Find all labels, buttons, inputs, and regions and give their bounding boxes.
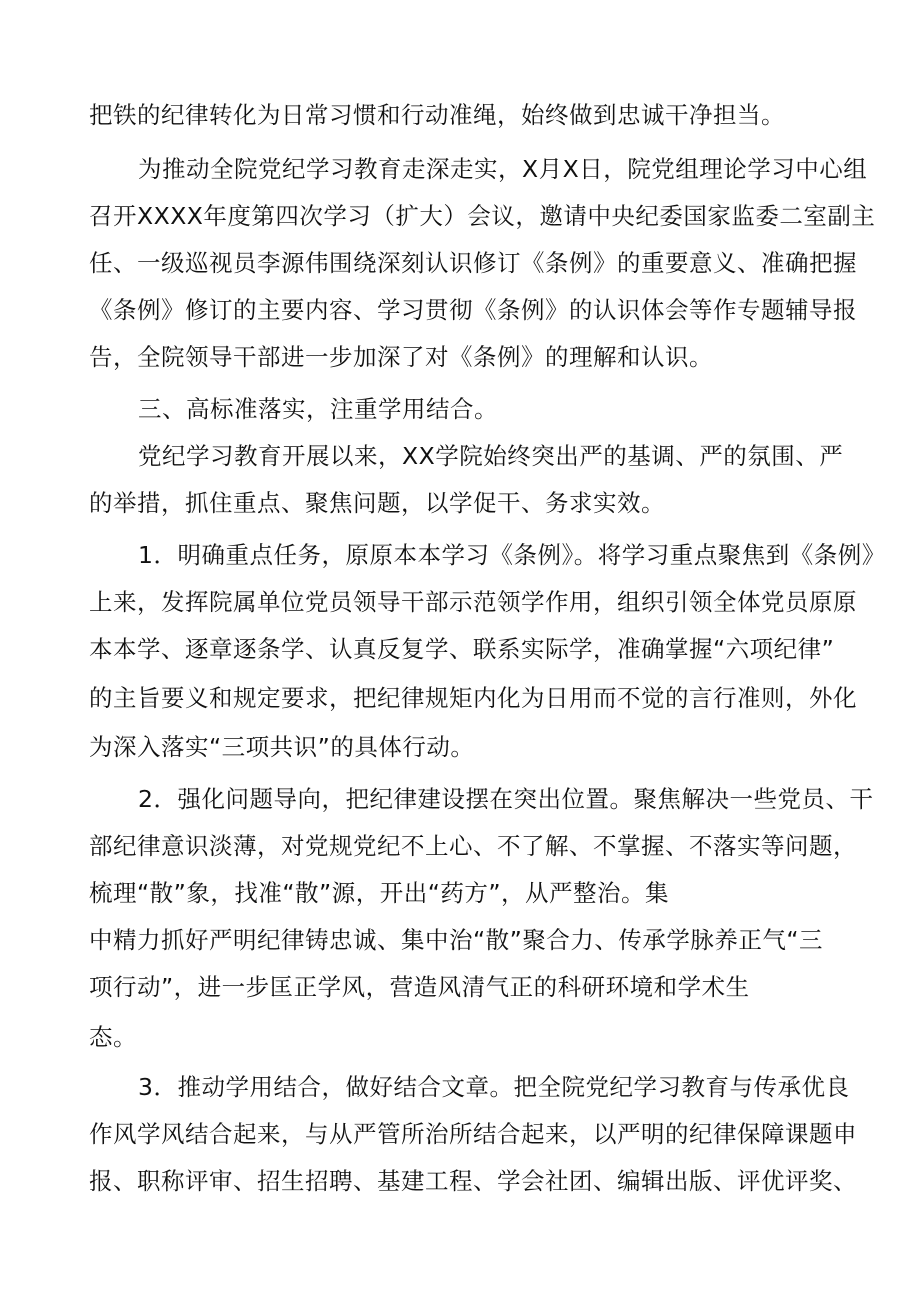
- paragraph-line: 本本学、逐章逐条学、认真反复学、联系实际学，准确掌握“六项纪律”: [89, 635, 835, 663]
- paragraph-line: 态。: [89, 1023, 137, 1051]
- paragraph-line: 梳理“散”象，找准“散”源，开出“药方”，从严整治。集: [89, 879, 670, 907]
- paragraph-line: 为推动全院党纪学习教育走深走实，X月X日，院党组理论学习中心组: [138, 155, 868, 183]
- paragraph-line: 部纪律意识淡薄，对党规党纪不上心、不了解、不掌握、不落实等问题，: [89, 832, 857, 860]
- paragraph-line: 把铁的纪律转化为日常习惯和行动准绳，始终做到忠诚干净担当。: [89, 101, 785, 129]
- section-heading: 三、高标准落实，注重学用结合。: [138, 395, 498, 423]
- paragraph-line: 作风学风结合起来，与从严管所治所结合起来，以严明的纪律保障课题申: [89, 1120, 857, 1148]
- paragraph-line: 告，全院领导干部进一步加深了对《条例》的理解和认识。: [89, 343, 713, 371]
- paragraph-line: 任、一级巡视员李源伟围绕深刻认识修订《条例》的重要意义、准确把握: [89, 249, 857, 277]
- paragraph-line: 3．推动学用结合，做好结合文章。把全院党纪学习教育与传承优良: [138, 1073, 850, 1101]
- paragraph-line: 的举措，抓住重点、聚焦问题，以学促干、务求实效。: [89, 489, 665, 517]
- paragraph-line: 为深入落实“三项共识”的具体行动。: [89, 733, 475, 761]
- paragraph-line: 中精力抓好严明纪律铸忠诚、集中治“散”聚合力、传承学脉养正气“三: [89, 926, 824, 954]
- paragraph-line: 上来，发挥院属单位党员领导干部示范领学作用，组织引领全体党员原原: [89, 588, 857, 616]
- paragraph-line: 报、职称评审、招生招聘、基建工程、学会社团、编辑出版、评优评奖、: [89, 1167, 857, 1195]
- paragraph-line: 1．明确重点任务，原原本本学习《条例》。将学习重点聚焦到《条例》: [138, 541, 886, 569]
- paragraph-line: 2．强化问题导向，把纪律建设摆在突出位置。聚焦解决一些党员、干: [138, 785, 874, 813]
- paragraph-line: 的主旨要义和规定要求，把纪律规矩内化为日用而不觉的言行准则，外化: [89, 684, 857, 712]
- paragraph-line: 召开XXXX年度第四次学习（扩大）会议，邀请中央纪委国家监委二室副主: [89, 202, 876, 230]
- paragraph-line: 《条例》修订的主要内容、学习贯彻《条例》的认识体会等作专题辅导报: [89, 296, 857, 324]
- paragraph-line: 党纪学习教育开展以来，XX学院始终突出严的基调、严的氛围、严: [138, 442, 844, 470]
- paragraph-line: 项行动”，进一步匡正学风，营造风清气正的科研环境和学术生: [89, 973, 750, 1001]
